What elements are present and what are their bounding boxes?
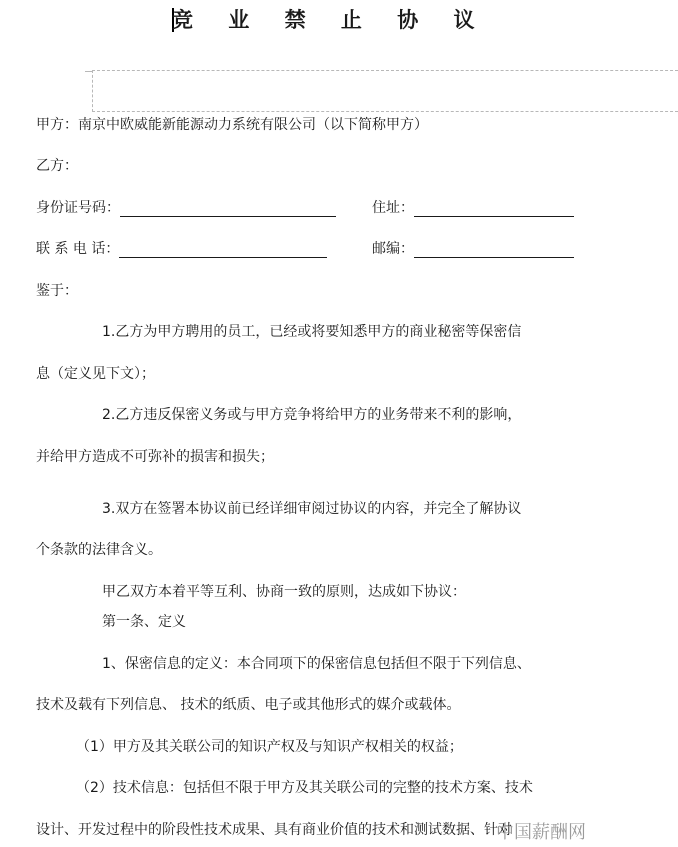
postcode-blank[interactable]: [414, 243, 574, 258]
address-label: 住址：: [372, 200, 414, 216]
phone-row: [36, 238, 327, 258]
whereas-label: 鉴于：: [36, 283, 78, 299]
clause-line: 3.双方在签署本协议前已经详细审阅过协议的内容，并完全了解协议: [102, 501, 522, 517]
clause-line: 息（定义见下文）；: [36, 366, 155, 382]
phone-label: 联 系 电 话：: [36, 241, 120, 257]
clause-line: 技术及载有下列信息、 技术的纸质、电子或其他形式的媒介或载体。: [36, 697, 461, 713]
party-b-label: 乙方：: [36, 158, 78, 174]
document-title: 竞 业 禁 止 协 议: [172, 7, 489, 32]
party-a-line: 甲方：南京中欧威能新能源动力系统有限公司（以下简称甲方）: [36, 117, 428, 133]
address-row: [372, 197, 574, 217]
clause-line: （2）技术信息：包括但不限于甲方及其关联公司的完整的技术方案、技术: [76, 780, 533, 796]
id-number-blank[interactable]: [120, 202, 336, 217]
id-number-row: [36, 197, 336, 217]
address-blank[interactable]: [414, 202, 574, 217]
phone-blank-extra[interactable]: [271, 243, 327, 258]
clause-line: 2.乙方违反保密义务或与甲方竞争将给甲方的业务带来不利的影响，: [102, 407, 522, 423]
postcode-row: [372, 238, 574, 258]
clause-line: 1.乙方为甲方聘用的员工，已经或将要知悉甲方的商业秘密等保密信: [102, 324, 522, 340]
watermark: 中国薪酬网: [496, 822, 586, 843]
clause-line: 设计、开发过程中的阶段性技术成果、具有商业价值的技术和测试数据、针对: [36, 822, 512, 838]
clause-line: 并给甲方造成不可弥补的损害和损失；: [36, 449, 274, 465]
header-area[interactable]: [92, 70, 678, 112]
postcode-label: 邮编：: [372, 241, 414, 257]
id-number-label: 身份证号码：: [36, 200, 120, 216]
agreement-intro: 甲乙双方本着平等互利、协商一致的原则，达成如下协议：: [102, 584, 466, 600]
article-heading: 第一条、定义: [102, 614, 186, 630]
clause-line: （1）甲方及其关联公司的知识产权及与知识产权相关的权益；: [76, 739, 463, 755]
phone-blank[interactable]: [119, 243, 271, 258]
clause-line: 1、保密信息的定义：本合同项下的保密信息包括但不限于下列信息、: [102, 656, 531, 672]
clause-line: 个条款的法律含义。: [36, 542, 162, 558]
